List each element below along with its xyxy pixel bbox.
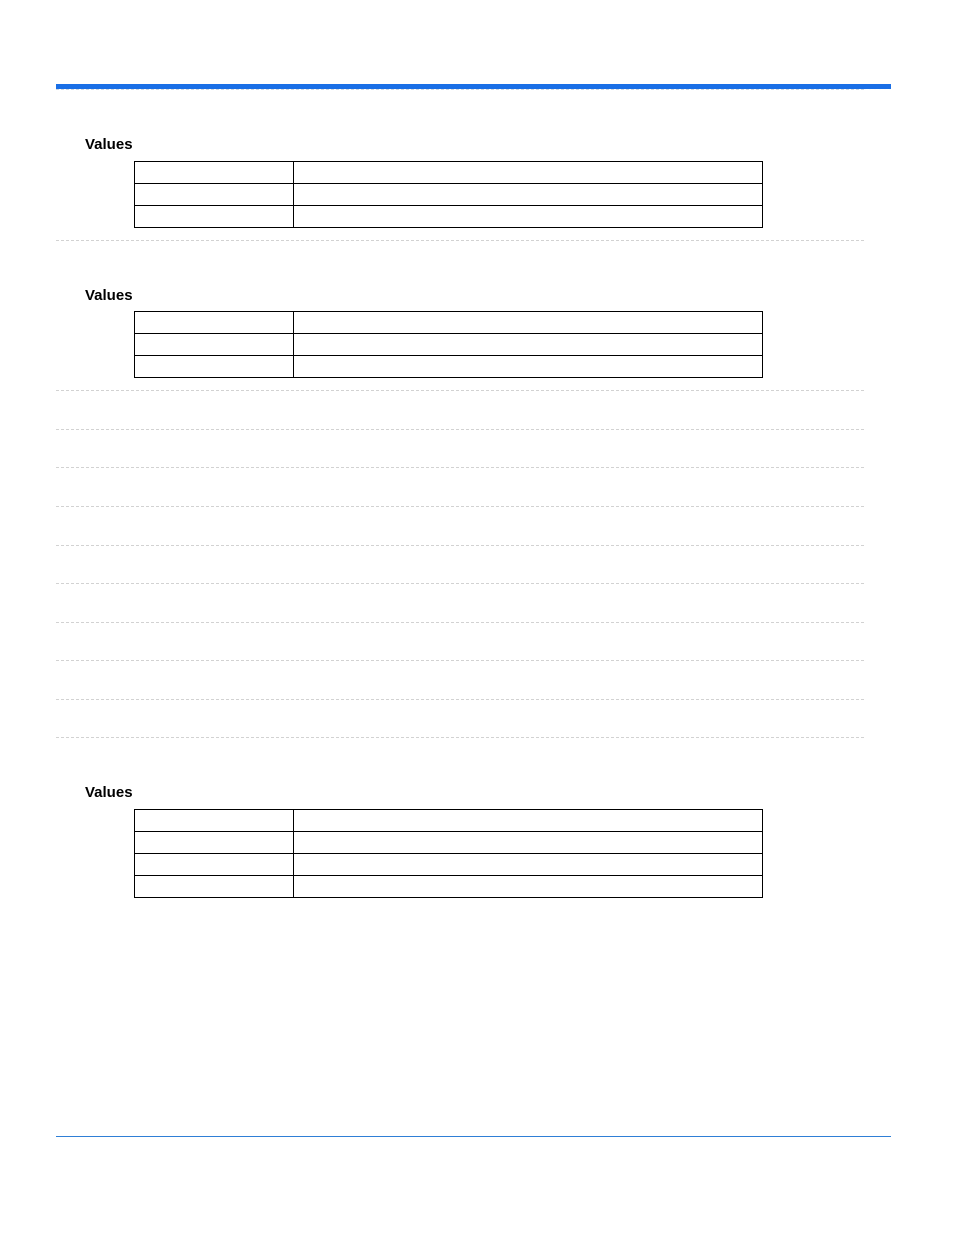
section-divider — [56, 467, 864, 468]
table-row — [135, 206, 763, 228]
table-row — [135, 876, 763, 898]
values-heading: Values — [85, 136, 133, 153]
table-cell — [135, 184, 294, 206]
table-row — [135, 162, 763, 184]
table-cell — [294, 206, 763, 228]
table-cell — [294, 312, 763, 334]
section-divider — [56, 545, 864, 546]
table-cell — [135, 832, 294, 854]
section-divider — [56, 699, 864, 700]
section-divider — [56, 390, 864, 391]
values-table — [134, 311, 763, 378]
section-divider — [56, 583, 864, 584]
section-divider — [56, 506, 864, 507]
table-row — [135, 312, 763, 334]
table-cell — [294, 184, 763, 206]
footer-rule — [56, 1136, 891, 1137]
header-dashed-rule — [56, 89, 864, 90]
table-cell — [294, 854, 763, 876]
section-divider — [56, 737, 864, 738]
table-row — [135, 854, 763, 876]
section-divider — [56, 622, 864, 623]
table-cell — [135, 876, 294, 898]
values-heading: Values — [85, 784, 133, 801]
table-cell — [294, 356, 763, 378]
table-cell — [135, 334, 294, 356]
section-divider — [56, 660, 864, 661]
table-row — [135, 832, 763, 854]
table-cell — [135, 854, 294, 876]
section-divider — [56, 429, 864, 430]
table-cell — [135, 356, 294, 378]
values-heading: Values — [85, 287, 133, 304]
table-row — [135, 356, 763, 378]
values-table — [134, 809, 763, 898]
table-cell — [135, 810, 294, 832]
table-cell — [135, 206, 294, 228]
section-divider — [56, 240, 864, 241]
table-cell — [135, 162, 294, 184]
table-cell — [294, 832, 763, 854]
table-cell — [294, 334, 763, 356]
table-cell — [294, 162, 763, 184]
table-row — [135, 334, 763, 356]
table-row — [135, 810, 763, 832]
table-cell — [294, 810, 763, 832]
values-table — [134, 161, 763, 228]
table-cell — [135, 312, 294, 334]
table-row — [135, 184, 763, 206]
table-cell — [294, 876, 763, 898]
